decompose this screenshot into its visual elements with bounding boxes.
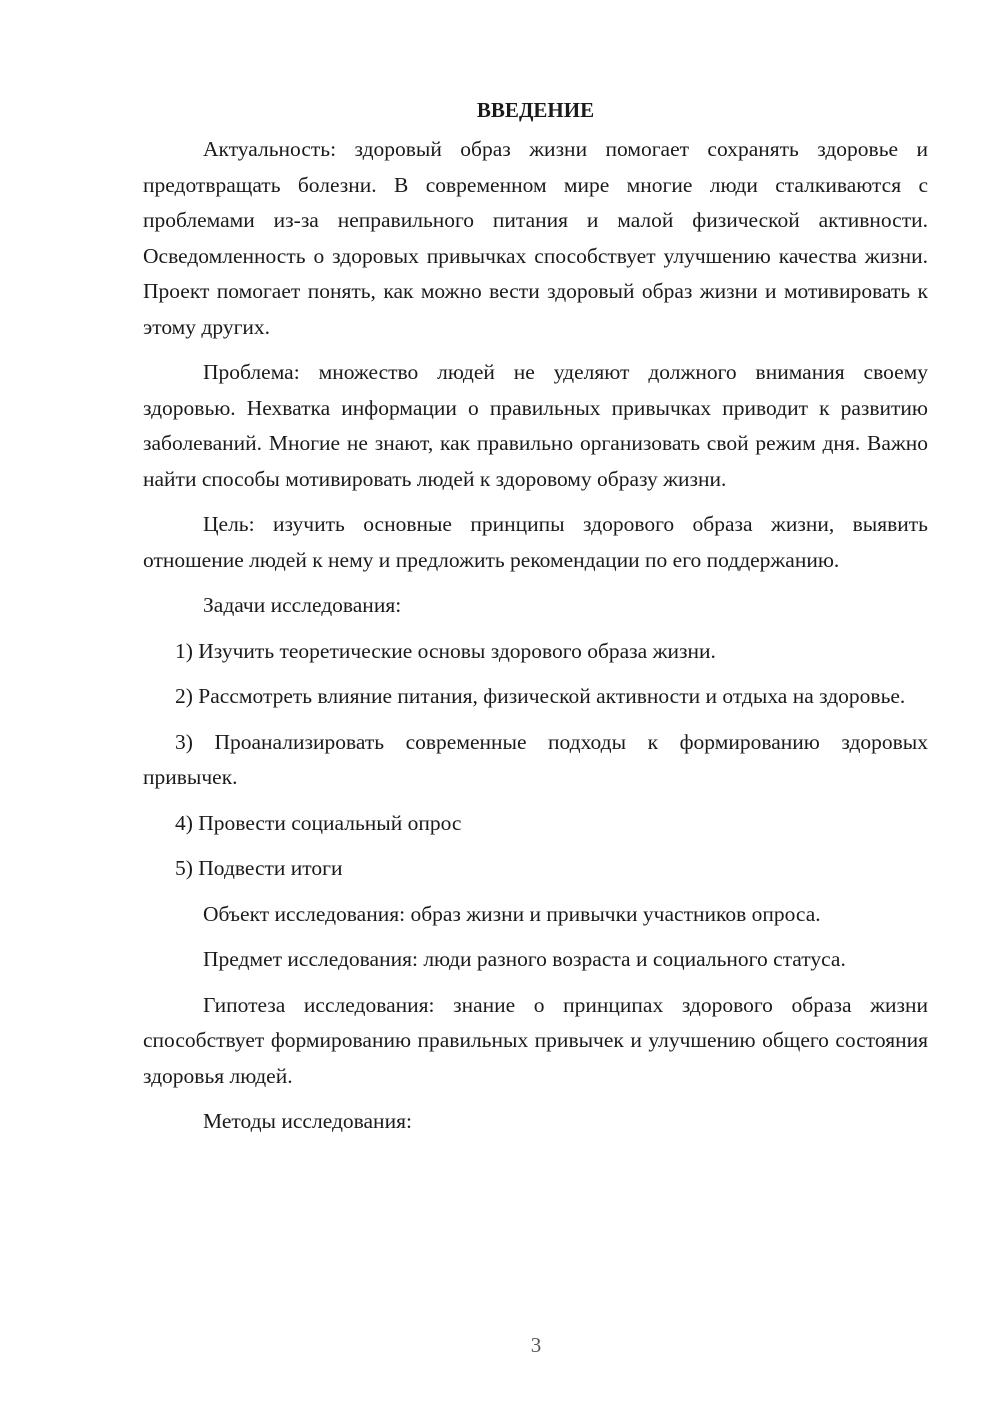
paragraph-problem: Проблема: множество людей не уделяют должного внимания своему здоровью. Нехватка информации о правильных привычках приводит к развитию заболеваний. Многие не знают, как правильно организовать свой режим дня. Важно найти способы мотивировать людей к здоровому образу жизни. [143, 360, 928, 491]
task-item-5: 5) Подвести итоги [175, 856, 343, 880]
paragraph-subject: Предмет исследования: люди разного возраста и социального статуса. [203, 947, 846, 971]
paragraph-goal: Цель: изучить основные принципы здорового образа жизни, выявить отношение людей к нему и предложить рекомендации по его поддержанию. [143, 512, 928, 572]
paragraph-methods: Методы исследования: [203, 1109, 412, 1133]
task-item-4: 4) Провести социальный опрос [175, 810, 462, 835]
paragraph-hypothesis: Гипотеза исследования: знание о принципах здорового образа жизни способствует формированию правильных привычек и улучшению общего состояния здоровья людей. [143, 992, 928, 1088]
paragraph-relevance: Актуальность: здоровый образ жизни помогает сохранять здоровье и предотвращать болезни. В современном мире многие люди сталкиваются с проблемами из-за неправильного питания и малой физической активности. Осведомленность о здоровых привычках способствует улучшению качества жизни. Проект помогает понять, как можно вести здоровый образ жизни и мотивировать к этому других. [143, 137, 928, 339]
document-page [143, 92, 928, 1150]
page-number: 3 [530, 1333, 542, 1357]
task-item-1: 1) Изучить теоретические основы здорового образа жизни. [175, 638, 716, 663]
section-title: ВВЕДЕНИЕ [476, 98, 595, 122]
task-item-2: 2) Рассмотреть влияние питания, физической активности и отдыха на здоровье. [175, 684, 906, 708]
paragraph-object: Объект исследования: образ жизни и привычки участников опроса. [203, 901, 821, 926]
task-item-3: 3) Проанализировать современные подходы к формированию здоровых привычек. [143, 729, 928, 789]
paragraph-tasks-heading: Задачи исследования: [203, 593, 402, 617]
